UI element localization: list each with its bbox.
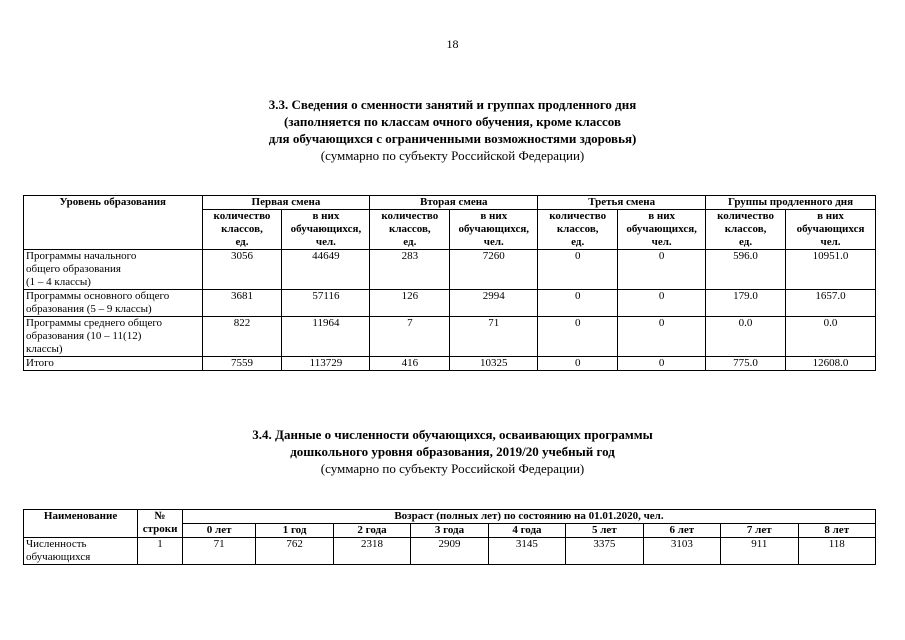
cell-value: 2909 <box>411 538 488 565</box>
section-3-4-title-line-1: 3.4. Данные о численности обучающихся, осваивающих программы <box>252 427 653 442</box>
age-header: 7 лет <box>721 524 798 538</box>
age-header: 0 лет <box>182 524 255 538</box>
header-row-main <box>24 510 876 524</box>
age-header: 4 года <box>488 524 565 538</box>
shift-schedule-table <box>23 195 876 371</box>
subheader-classes: количество классов, ед. <box>370 210 450 250</box>
row-label: Итого <box>24 357 203 371</box>
row-label: Программы начального общего образования (1 – 4 классы) <box>24 250 203 290</box>
age-header: 8 лет <box>798 524 875 538</box>
section-3-4-title-line-2: дошкольного уровня образования, 2019/20 учебный год <box>290 444 615 459</box>
table-row <box>24 317 876 357</box>
subheader-students: в них обучающихся, чел. <box>450 210 538 250</box>
cell-value: 2318 <box>333 538 410 565</box>
cell-value: 11964 <box>282 317 370 357</box>
cell-value: 0.0 <box>786 317 876 357</box>
cell-value: 57116 <box>282 290 370 317</box>
cell-value: 0 <box>538 290 618 317</box>
cell-value: 7559 <box>202 357 282 371</box>
cell-value: 283 <box>370 250 450 290</box>
section-3-3-heading <box>0 96 905 164</box>
cell-value: 3056 <box>202 250 282 290</box>
table-row <box>24 290 876 317</box>
header-name: Наименование <box>24 510 138 538</box>
cell-value: 3103 <box>643 538 720 565</box>
subheader-students: в них обучающихся, чел. <box>282 210 370 250</box>
section-3-3-subtitle: (суммарно по субъекту Российской Федерации) <box>320 148 585 163</box>
age-header: 2 года <box>333 524 410 538</box>
header-row-groups <box>24 196 876 210</box>
cell-value: 775.0 <box>706 357 786 371</box>
cell-value: 0 <box>618 290 706 317</box>
cell-value: 10951.0 <box>786 250 876 290</box>
header-first-shift: Первая смена <box>202 196 370 210</box>
row-label: Программы основного общего образования (5 – 9 классы) <box>24 290 203 317</box>
preschool-enrollment-table <box>23 509 876 565</box>
cell-value: 911 <box>721 538 798 565</box>
header-extended-day: Группы продленного дня <box>706 196 876 210</box>
row-number: 1 <box>138 538 183 565</box>
cell-value: 0 <box>618 250 706 290</box>
cell-value: 71 <box>182 538 255 565</box>
cell-value: 126 <box>370 290 450 317</box>
cell-value: 118 <box>798 538 875 565</box>
header-line-number: № строки <box>138 510 183 538</box>
cell-value: 71 <box>450 317 538 357</box>
cell-value: 1657.0 <box>786 290 876 317</box>
header-age: Возраст (полных лет) по состоянию на 01.01.2020, чел. <box>182 510 875 524</box>
cell-value: 0 <box>618 317 706 357</box>
cell-value: 0 <box>538 317 618 357</box>
row-label: Численность обучающихся <box>24 538 138 565</box>
cell-value: 2994 <box>450 290 538 317</box>
cell-value: 596.0 <box>706 250 786 290</box>
cell-value: 3681 <box>202 290 282 317</box>
cell-value: 0.0 <box>706 317 786 357</box>
cell-value: 179.0 <box>706 290 786 317</box>
section-3-3-title-line-1: 3.3. Сведения о сменности занятий и группах продленного дня <box>268 97 637 112</box>
age-header: 5 лет <box>566 524 643 538</box>
age-header: 3 года <box>411 524 488 538</box>
cell-value: 762 <box>256 538 333 565</box>
table-row <box>24 538 876 565</box>
cell-value: 822 <box>202 317 282 357</box>
section-3-3-title-line-3: для обучающихся с ограниченными возможностями здоровья) <box>268 131 637 146</box>
section-3-4-heading <box>0 426 905 477</box>
header-level: Уровень образования <box>24 196 203 250</box>
age-header: 1 год <box>256 524 333 538</box>
page-number: 18 <box>446 37 459 51</box>
cell-value: 3145 <box>488 538 565 565</box>
section-3-4-subtitle: (суммарно по субъекту Российской Федерации) <box>320 461 585 476</box>
cell-value: 0 <box>538 357 618 371</box>
row-label: Программы среднего общего образования (10 – 11(12) классы) <box>24 317 203 357</box>
subheader-students: в них обучающихся, чел. <box>618 210 706 250</box>
subheader-classes: количество классов, ед. <box>538 210 618 250</box>
cell-value: 12608.0 <box>786 357 876 371</box>
age-header: 6 лет <box>643 524 720 538</box>
table-row-total <box>24 357 876 371</box>
cell-value: 0 <box>538 250 618 290</box>
table-row <box>24 250 876 290</box>
cell-value: 7260 <box>450 250 538 290</box>
header-third-shift: Третья смена <box>538 196 706 210</box>
subheader-classes: количество классов, ед. <box>202 210 282 250</box>
cell-value: 44649 <box>282 250 370 290</box>
cell-value: 3375 <box>566 538 643 565</box>
subheader-students: в них обучающихся чел. <box>786 210 876 250</box>
cell-value: 10325 <box>450 357 538 371</box>
cell-value: 113729 <box>282 357 370 371</box>
cell-value: 7 <box>370 317 450 357</box>
cell-value: 416 <box>370 357 450 371</box>
header-second-shift: Вторая смена <box>370 196 538 210</box>
subheader-classes: количество классов, ед. <box>706 210 786 250</box>
cell-value: 0 <box>618 357 706 371</box>
section-3-3-title-line-2: (заполняется по классам очного обучения, кроме классов <box>283 114 622 129</box>
